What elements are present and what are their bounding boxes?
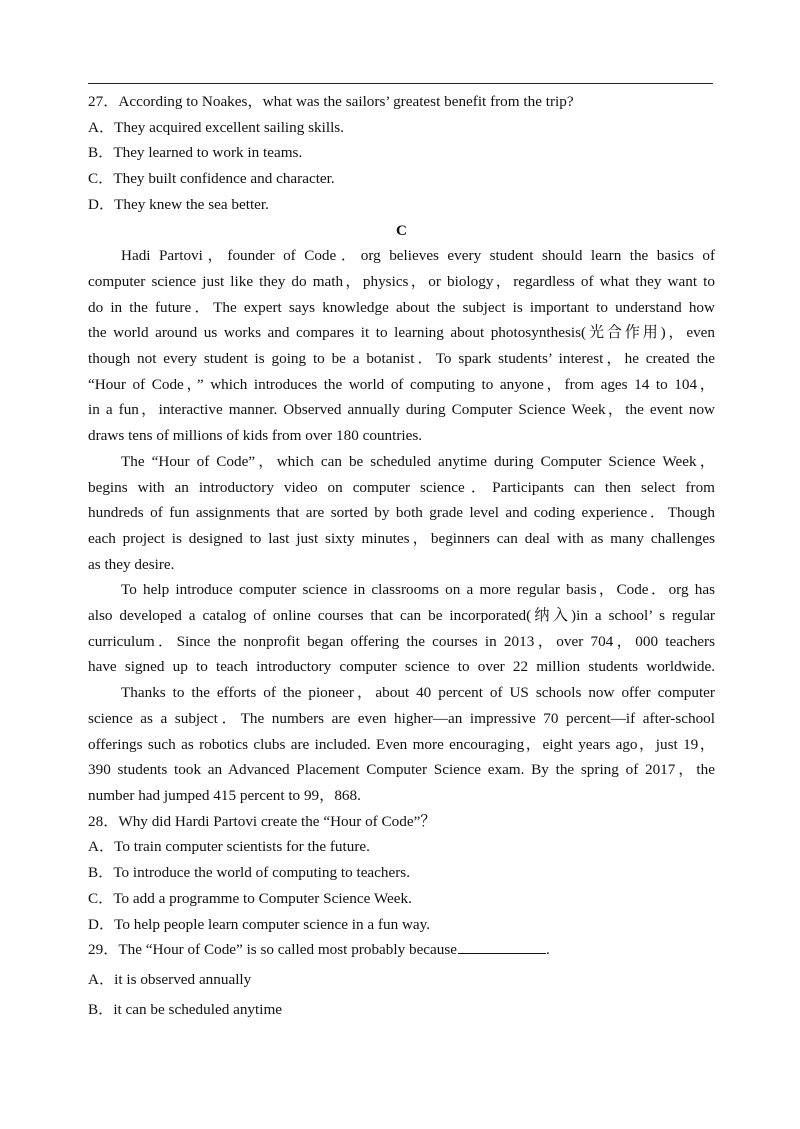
passage-line: computer science just like they do math，physics，or biology，regardless of what they want to: [88, 272, 715, 290]
passage-line: also developed a catalog of online courses that can be incorporated(纳入)in a school’ s regular: [88, 607, 715, 625]
passage-line: draws tens of millions of kids from over 180 countries.: [88, 427, 423, 445]
passage-line: The “Hour of Code”，which can be scheduled anytime during Computer Science Week，: [121, 452, 715, 470]
question-27-option-a: A．They acquired excellent sailing skills.: [88, 118, 345, 136]
passage-line: do in the future．The expert says knowledge about the subject is important to understand how: [88, 298, 715, 316]
passage-line: offerings such as robotics clubs are included. Even more encouraging，eight years ago，just 19，: [88, 735, 715, 753]
question-29-option-a: A．it is observed annually: [88, 970, 252, 988]
passage-line: though not every student is going to be a botanist．To spark students’ interest，he created the: [88, 350, 715, 368]
question-27: [88, 89, 715, 218]
passage-line: 390 students took an Advanced Placement Computer Science exam. By the spring of 2017，the: [88, 761, 715, 779]
passage-paragraph-2: [88, 449, 715, 578]
passage-line: To help introduce computer science in classrooms on a more regular basis，Code．org has: [121, 581, 715, 599]
question-28-option-d: D．To help people learn computer science in a fun way.: [88, 915, 431, 933]
passage-line: hundreds of fun assignments that are sorted by both grade level and coding experience．Though: [88, 504, 715, 522]
question-27-stem: 27．According to Noakes，what was the sailors’ greatest benefit from the trip?: [88, 93, 574, 110]
question-28-stem: 28．Why did Hardi Partovi create the “Hour of Code”？: [88, 812, 436, 830]
question-29: [88, 937, 715, 1022]
page-content: [88, 89, 715, 1022]
question-29-stem: [88, 937, 715, 963]
question-29-option-b: B．it can be scheduled anytime: [88, 1000, 283, 1018]
passage-line: as they desire.: [88, 555, 175, 573]
passage-line: each project is designed to last just sixty minutes，beginners can deal with as many challenges: [88, 529, 715, 547]
passage-paragraph-1: [88, 243, 715, 449]
section-heading: C: [396, 221, 407, 239]
question-29-stem-text: 29．The “Hour of Code” is so called most probably because: [88, 941, 458, 959]
top-rule: [88, 83, 713, 84]
passage-paragraph-4: [88, 680, 715, 809]
passage-line: “Hour of Code，” which introduces the world of computing to anyone，from ages 14 to 104，: [88, 375, 715, 393]
question-27-option-c: C．They built confidence and character.: [88, 170, 335, 188]
question-29-stem-end: .: [546, 941, 550, 959]
question-28: [88, 809, 715, 938]
question-27-option-b: B．They learned to work in teams.: [88, 144, 303, 162]
passage-line: have signed up to teach introductory computer science to over 22 million students worldwide.: [88, 658, 715, 676]
passage-line: in a fun，interactive manner. Observed annually during Computer Science Week，the event now: [88, 401, 715, 419]
answer-blank: [458, 952, 546, 954]
passage-line: number had jumped 415 percent to 99，868.: [88, 786, 361, 804]
question-27-option-d: D．They knew the sea better.: [88, 195, 269, 213]
passage-line: Thanks to the efforts of the pioneer，about 40 percent of US schools now offer computer: [121, 684, 715, 702]
question-28-option-c: C．To add a programme to Computer Science Week.: [88, 889, 412, 907]
question-28-option-a: A．To train computer scientists for the future.: [88, 838, 370, 856]
passage-line: Hadi Partovi，founder of Code．org believes every student should learn the basics of: [121, 247, 715, 265]
passage-line: curriculum．Since the nonprofit began offering the courses in 2013，over 704，000 teachers: [88, 632, 715, 650]
passage-line: begins with an introductory video on computer science．Participants can then select from: [88, 478, 715, 496]
passage-paragraph-3: [88, 577, 715, 680]
question-28-option-b: B．To introduce the world of computing to teachers.: [88, 864, 411, 882]
passage-line: the world around us works and compares it to learning about photosynthesis(光合作用)，even: [88, 324, 715, 342]
passage-line: science as a subject．The numbers are even higher—an impressive 70 percent—if after-school: [88, 709, 715, 727]
